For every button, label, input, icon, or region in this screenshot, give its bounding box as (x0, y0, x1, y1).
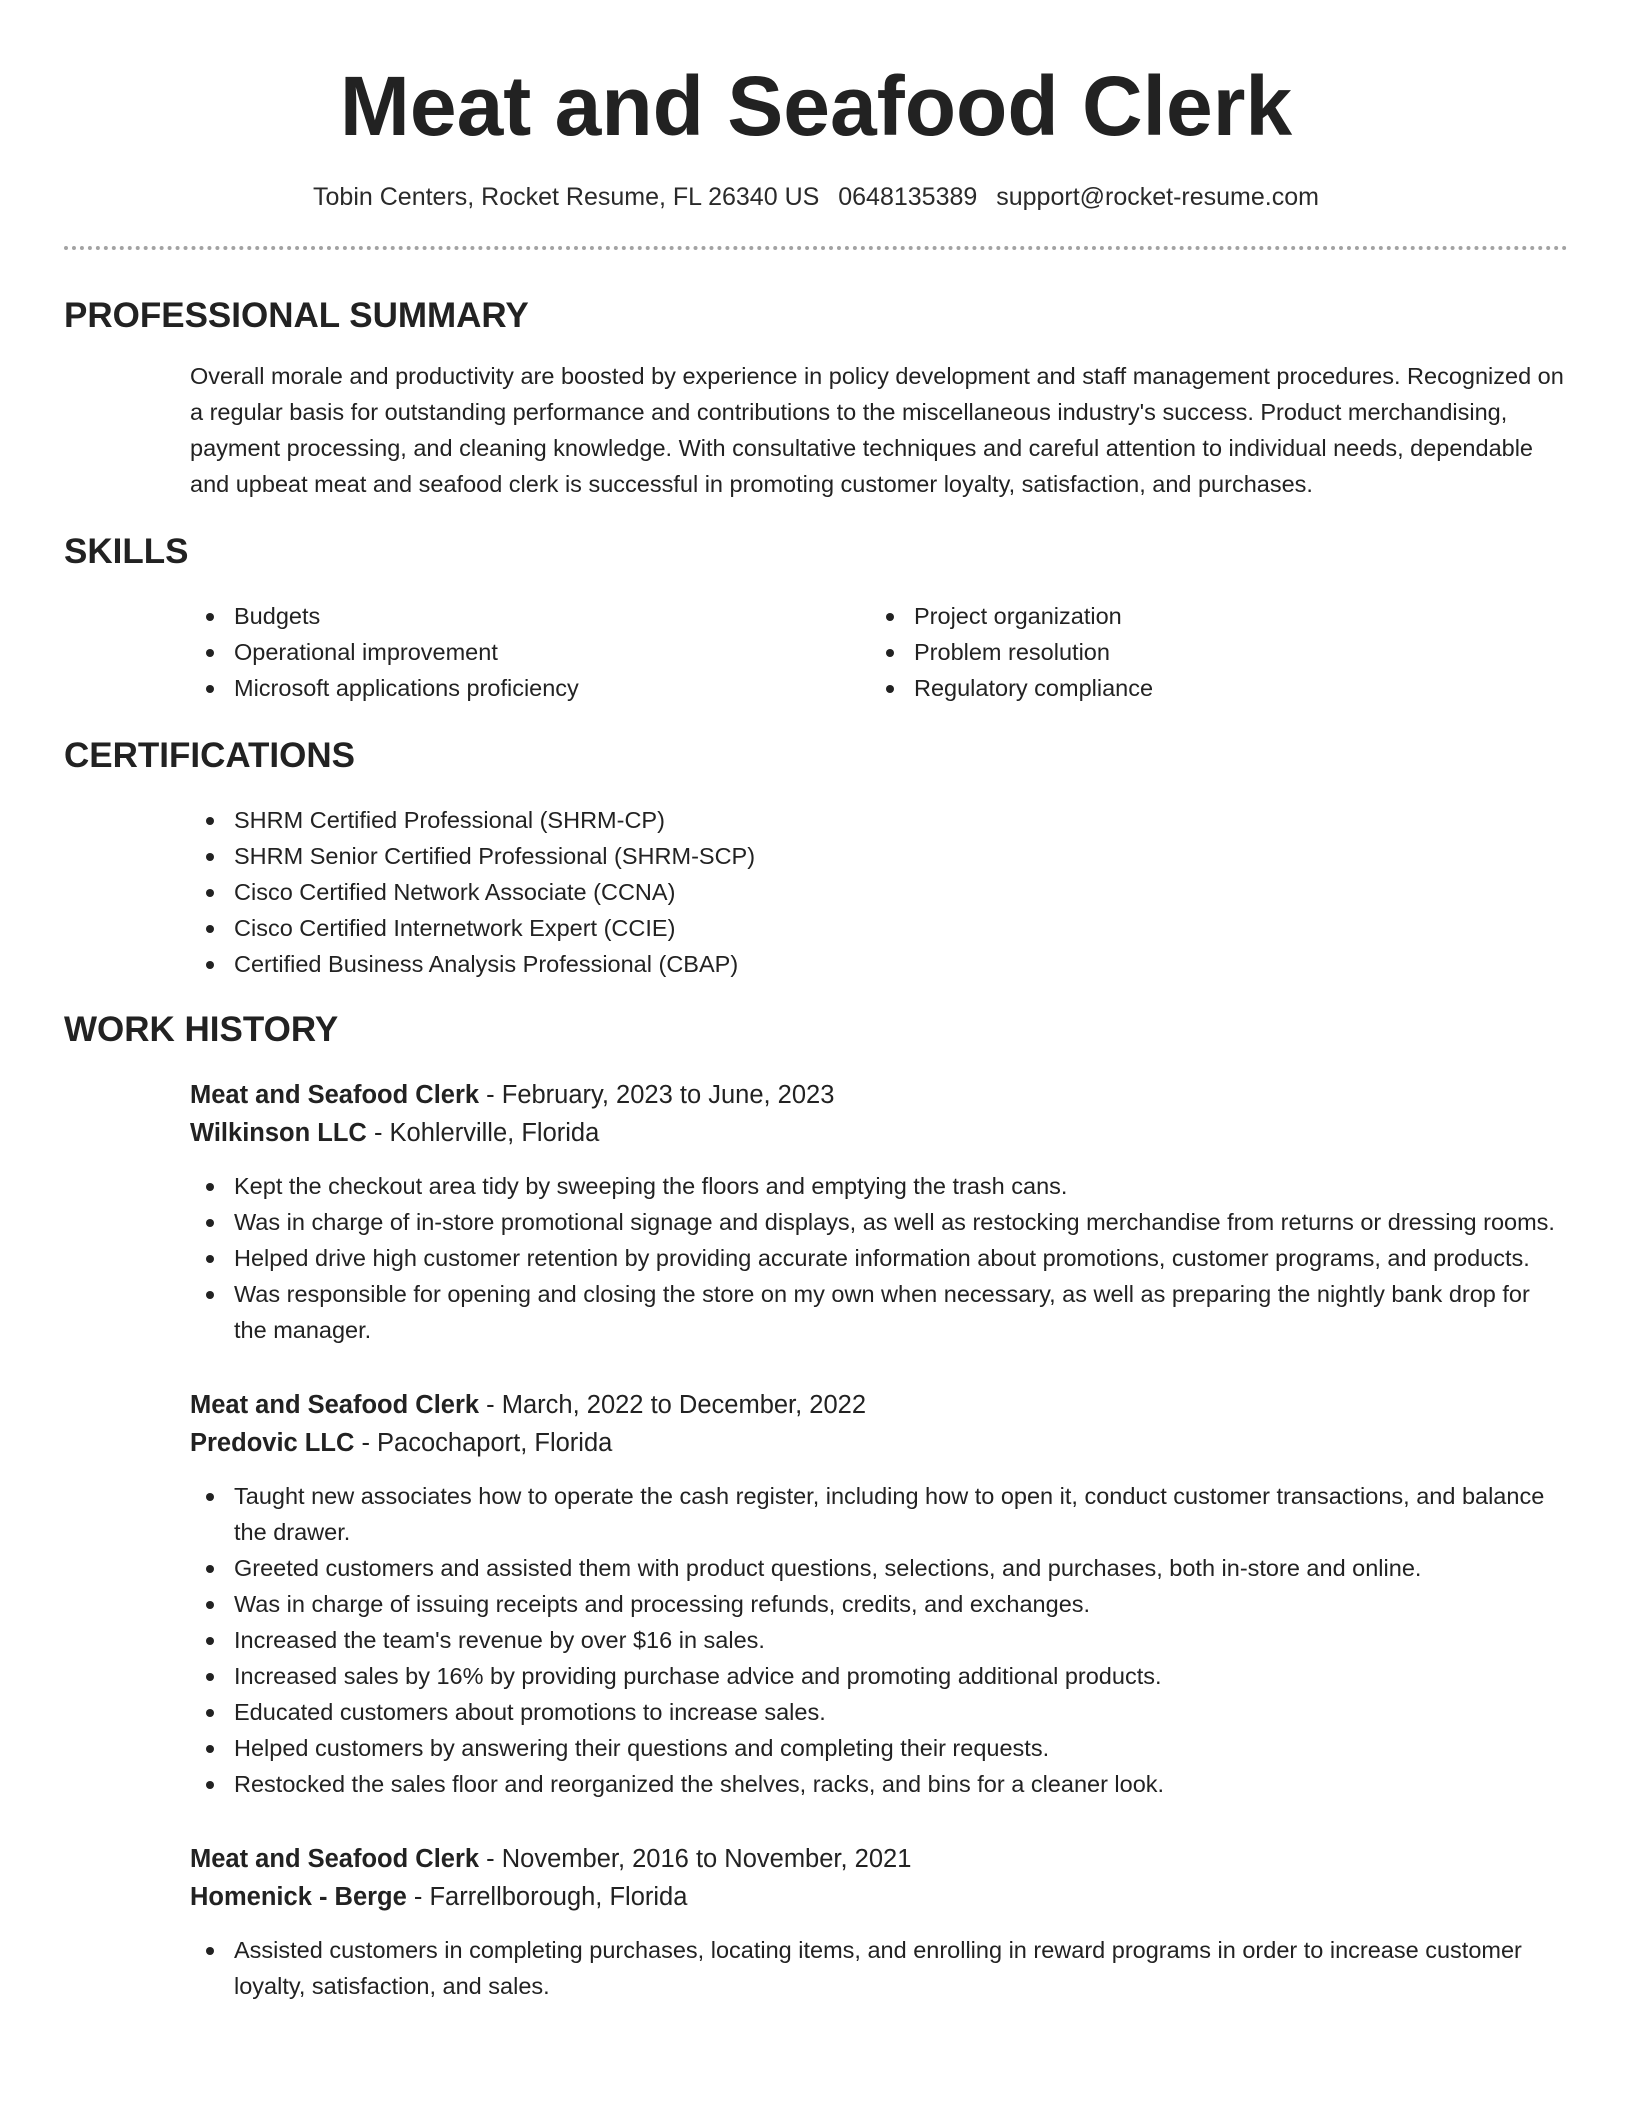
work-history-heading: WORK HISTORY (64, 1010, 339, 1049)
job-company: Homenick - Berge (190, 1883, 407, 1911)
job-entry (64, 1386, 1568, 1802)
job-title-line (190, 1076, 1568, 1114)
contact-phone: 0648135389 (838, 183, 978, 211)
job-bullet: Increased the team's revenue by over $16 in sales. (190, 1622, 1568, 1658)
job-company-line (190, 1114, 1568, 1152)
job-dates: - March, 2022 to December, 2022 (479, 1391, 867, 1419)
job-location: - Pacochaport, Florida (354, 1429, 613, 1457)
skills-column-right (870, 598, 1550, 706)
contact-address: Tobin Centers, Rocket Resume, FL 26340 US (313, 183, 820, 211)
job-bullet: Educated customers about promotions to increase sales. (190, 1694, 1568, 1730)
job-company-line (190, 1878, 1568, 1916)
job-bullet: Helped customers by answering their questions and completing their requests. (190, 1730, 1568, 1766)
skill-item: Microsoft applications proficiency (190, 670, 870, 706)
skills-heading: SKILLS (64, 532, 189, 571)
certification-item: Cisco Certified Internetwork Expert (CCIE) (190, 910, 1568, 946)
job-bullet: Was in charge of issuing receipts and processing refunds, credits, and exchanges. (190, 1586, 1568, 1622)
certification-item: Certified Business Analysis Professional (CBAP) (190, 946, 1568, 982)
job-dates: - November, 2016 to November, 2021 (479, 1845, 912, 1873)
job-bullet: Assisted customers in completing purchases, locating items, and enrolling in reward programs in order to increase customer loyalty, satisfaction, and sales. (190, 1932, 1568, 2004)
summary-heading: PROFESSIONAL SUMMARY (64, 296, 529, 335)
job-bullet: Helped drive high customer retention by providing accurate information about promotions, customer programs, and products. (190, 1240, 1568, 1276)
certifications-heading: CERTIFICATIONS (64, 736, 356, 775)
job-role: Meat and Seafood Clerk (190, 1081, 480, 1109)
job-location: - Farrellborough, Florida (406, 1883, 688, 1911)
job-location: - Kohlerville, Florida (366, 1119, 600, 1147)
certification-item: SHRM Certified Professional (SHRM-CP) (190, 802, 1568, 838)
job-bullet: Kept the checkout area tidy by sweeping the floors and emptying the trash cans. (190, 1168, 1568, 1204)
job-bullet: Greeted customers and assisted them with product questions, selections, and purchases, both in-store and online. (190, 1550, 1568, 1586)
certification-item: SHRM Senior Certified Professional (SHRM-SCP) (190, 838, 1568, 874)
skill-item: Operational improvement (190, 634, 870, 670)
skill-item: Regulatory compliance (870, 670, 1550, 706)
job-role: Meat and Seafood Clerk (190, 1845, 480, 1873)
job-bullet: Increased sales by 16% by providing purchase advice and promoting additional products. (190, 1658, 1568, 1694)
certifications-list (64, 802, 1568, 982)
job-role: Meat and Seafood Clerk (190, 1391, 480, 1419)
job-company-line (190, 1424, 1568, 1462)
job-bullets (190, 1168, 1568, 1348)
header-divider (64, 246, 1568, 250)
job-bullet: Was responsible for opening and closing the store on my own when necessary, as well as preparing the nightly bank drop for the manager. (190, 1276, 1568, 1348)
summary-text: Overall morale and productivity are boosted by experience in policy development and staff management procedures. Recognized on a regular basis for outstanding performance and contributions to the miscellaneous industry's success. Product merchandising, payment processing, and cleaning knowledge. With consultative techniques and careful attention to individual needs, dependable and upbeat meat and seafood clerk is successful in promoting customer loyalty, satisfaction, and purchases. (190, 363, 1564, 497)
skill-item: Project organization (870, 598, 1550, 634)
contact-email: support@rocket-resume.com (996, 183, 1319, 211)
job-dates: - February, 2023 to June, 2023 (479, 1081, 835, 1109)
job-bullets (190, 1478, 1568, 1802)
job-bullet: Restocked the sales floor and reorganized the shelves, racks, and bins for a cleaner look. (190, 1766, 1568, 1802)
job-company: Wilkinson LLC (190, 1119, 367, 1147)
job-company: Predovic LLC (190, 1429, 355, 1457)
job-title-line (190, 1386, 1568, 1424)
skills-column-left (190, 598, 870, 706)
skill-item: Budgets (190, 598, 870, 634)
job-entry (64, 1076, 1568, 1348)
job-title-line (190, 1840, 1568, 1878)
skill-item: Problem resolution (870, 634, 1550, 670)
job-bullet: Taught new associates how to operate the cash register, including how to open it, conduct customer transactions, and balance the drawer. (190, 1478, 1568, 1550)
certification-item: Cisco Certified Network Associate (CCNA) (190, 874, 1568, 910)
contact-line (64, 182, 1568, 212)
resume-name: Meat and Seafood Clerk (339, 59, 1293, 153)
job-entry (64, 1840, 1568, 2004)
skills-grid (64, 598, 1568, 706)
job-bullets (190, 1932, 1568, 2004)
job-bullet: Was in charge of in-store promotional signage and displays, as well as restocking merchandise from returns or dressing rooms. (190, 1204, 1568, 1240)
